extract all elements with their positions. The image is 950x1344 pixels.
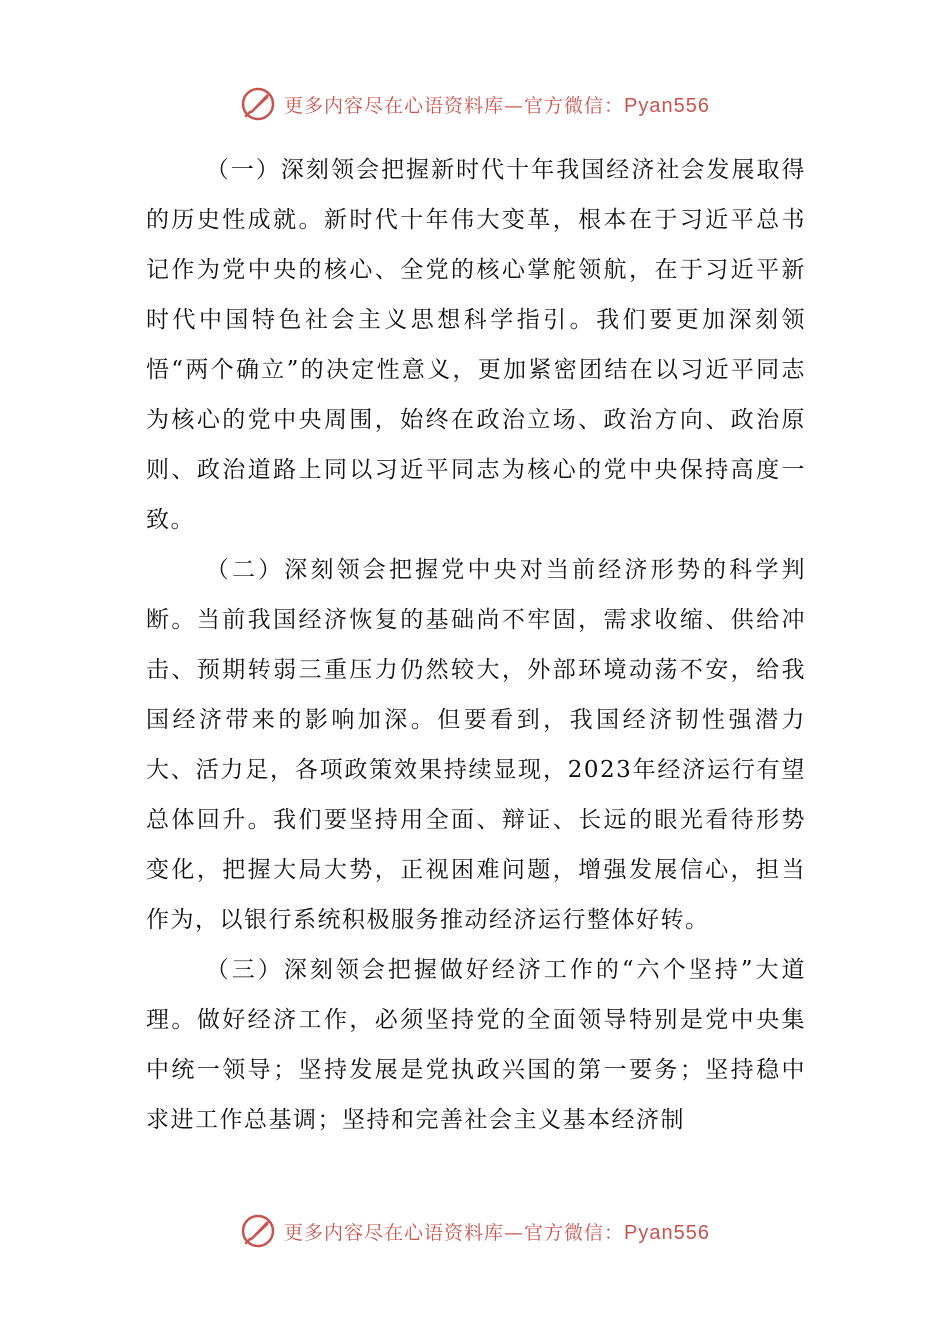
wechat-handle: Pyan556 [624,94,710,117]
wechat-handle: Pyan556 [624,1221,710,1244]
banner-text: 更多内容尽在心语资料库—官方微信：Pyan556 [284,94,710,117]
quill-logo-icon [240,86,276,122]
quill-logo-icon [240,1213,276,1249]
banner-text: 更多内容尽在心语资料库—官方微信：Pyan556 [284,1221,710,1244]
footer-banner [0,1211,950,1251]
document-body [146,145,806,1145]
paragraph-2: （二）深刻领会把握党中央对当前经济形势的科学判断。当前我国经济恢复的基础尚不牢固，需求收缩、供给冲击、预期转弱三重压力仍然较大，外部环境动荡不安，给我国经济带来的影响加深。但要看到，我国经济韧性强潜力大、活力足，各项政策效果持续显现，2023年经济运行有望总体回升。我们要坚持用全面、辩证、长远的眼光看待形势变化，把握大局大势，正视困难问题，增强发展信心，担当作为，以银行系统积极服务推动经济运行整体好转。 [146,557,806,933]
paragraph-1: （一）深刻领会把握新时代十年我国经济社会发展取得的历史性成就。新时代十年伟大变革，根本在于习近平总书记作为党中央的核心、全党的核心掌舵领航，在于习近平新时代中国特色社会主义思想科学指引。我们要更加深刻领悟“两个确立”的决定性意义，更加紧密团结在以习近平同志为核心的党中央周围，始终在政治立场、政治方向、政治原则、政治道路上同以习近平同志为核心的党中央保持高度一致。 [146,157,806,533]
header-banner [0,84,950,124]
paragraph-3: （三）深刻领会把握做好经济工作的“六个坚持”大道理。做好经济工作，必须坚持党的全面领导特别是党中央集中统一领导；坚持发展是党执政兴国的第一要务；坚持稳中求进工作总基调；坚持和完善社会主义基本经济制 [146,957,806,1133]
